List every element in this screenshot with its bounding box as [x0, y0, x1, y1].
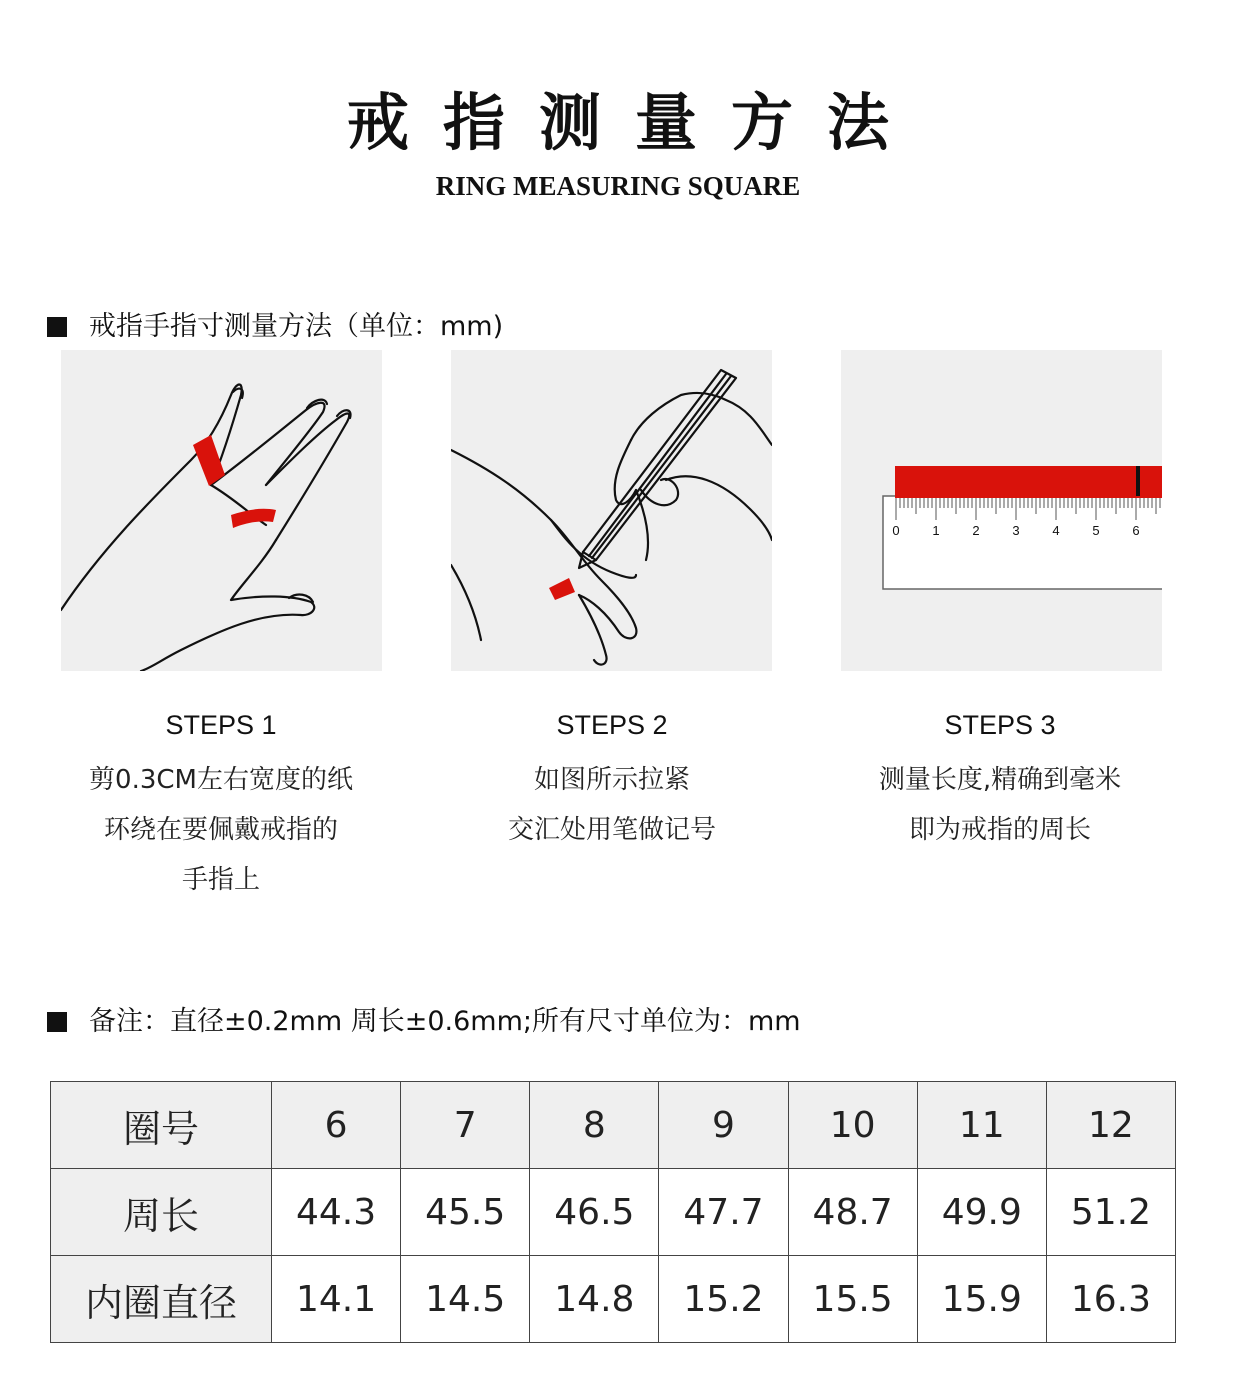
page-subtitle: RING MEASURING SQUARE	[435, 171, 801, 201]
table-cell: 14.5	[401, 1256, 530, 1343]
hand-pen-mark-icon	[451, 350, 772, 671]
page-title: 戒指测量方法	[346, 86, 923, 159]
table-row	[51, 1256, 1176, 1343]
ruler-tick-label: 4	[1052, 523, 1060, 538]
step2-line: 如图所示拉紧	[533, 765, 690, 795]
table-cell: 7	[401, 1082, 530, 1169]
step1-line: 手指上	[181, 865, 260, 895]
step2-illustration	[451, 350, 772, 671]
table-cell: 15.5	[788, 1256, 917, 1343]
ruler-tick-label: 0	[892, 523, 900, 538]
step2-text	[432, 705, 792, 855]
table-cell: 47.7	[659, 1169, 788, 1256]
table-cell: 16.3	[1046, 1256, 1175, 1343]
step3-line: 即为戒指的周长	[908, 815, 1091, 845]
step1-illustration	[61, 350, 382, 671]
row-label-ring-size: 圈号	[51, 1082, 272, 1169]
table-cell: 49.9	[917, 1169, 1046, 1256]
table-cell: 15.2	[659, 1256, 788, 1343]
step2-line: 交汇处用笔做记号	[507, 815, 716, 845]
table-row	[51, 1082, 1176, 1169]
table-cell: 14.8	[530, 1256, 659, 1343]
table-cell: 10	[788, 1082, 917, 1169]
table-cell: 46.5	[530, 1169, 659, 1256]
step1-line: 剪0.3CM左右宽度的纸	[89, 765, 353, 795]
section-heading-note	[47, 1005, 801, 1039]
row-label-inner-diameter: 内圈直径	[51, 1256, 272, 1343]
step1-text	[41, 705, 401, 905]
ruler-tick-label: 3	[1012, 523, 1020, 538]
table-cell: 11	[917, 1082, 1046, 1169]
table-cell: 12	[1046, 1082, 1175, 1169]
table-cell: 15.9	[917, 1256, 1046, 1343]
table-cell: 8	[530, 1082, 659, 1169]
step1-title: STEPS 1	[165, 710, 277, 740]
table-cell: 6	[272, 1082, 401, 1169]
ruler-tick-label: 1	[932, 523, 940, 538]
step2-title: STEPS 2	[556, 710, 668, 740]
note-text: 备注：直径±0.2mm 周长±0.6mm;所有尺寸单位为：mm	[89, 1006, 801, 1037]
square-bullet-icon	[47, 1012, 67, 1032]
table-cell: 48.7	[788, 1169, 917, 1256]
square-bullet-icon	[47, 317, 67, 337]
step1-line: 环绕在要佩戴戒指的	[103, 815, 338, 845]
table-cell: 14.1	[272, 1256, 401, 1343]
row-label-circumference: 周长	[51, 1169, 272, 1256]
section-heading-measure	[47, 310, 503, 344]
hand-wrap-paper-icon	[61, 350, 382, 671]
section-heading-text: 戒指手指寸测量方法（单位：mm)	[89, 311, 504, 342]
ruler-tick-label: 2	[972, 523, 980, 538]
table-cell: 51.2	[1046, 1169, 1175, 1256]
step3-title: STEPS 3	[944, 710, 1056, 740]
table-cell: 9	[659, 1082, 788, 1169]
table-cell: 45.5	[401, 1169, 530, 1256]
ruler-tick-label: 6	[1132, 523, 1140, 538]
step3-line: 测量长度,精确到毫米	[878, 765, 1122, 795]
ruler-icon	[841, 350, 1162, 671]
size-table	[50, 1081, 1176, 1343]
step3-text	[820, 705, 1180, 855]
step3-illustration	[841, 350, 1162, 671]
ruler-tick-label: 5	[1092, 523, 1100, 538]
table-cell: 44.3	[272, 1169, 401, 1256]
table-row	[51, 1169, 1176, 1256]
